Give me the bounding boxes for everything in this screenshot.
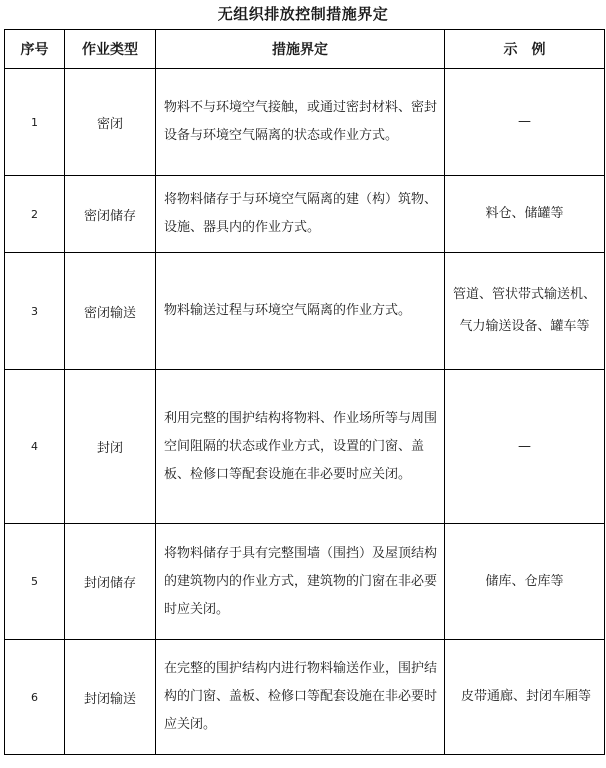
row-type: 密闭 — [65, 69, 156, 176]
row-definition: 物料输送过程与环境空气隔离的作业方式。 — [156, 253, 445, 370]
row-example: — — [445, 69, 605, 176]
row-definition: 在完整的围护结构内进行物料输送作业，围护结构的门窗、盖板、检修口等配套设施在非必要时应关闭。 — [156, 640, 445, 755]
header-example: 示 例 — [445, 30, 605, 69]
row-example: 储库、仓库等 — [445, 524, 605, 640]
row-seq: 4 — [5, 370, 65, 524]
header-type: 作业类型 — [65, 30, 156, 69]
table-row — [5, 176, 605, 253]
row-type: 封闭输送 — [65, 640, 156, 755]
row-definition: 利用完整的围护结构将物料、作业场所等与周围空间阻隔的状态或作业方式，设置的门窗、盖板、检修口等配套设施在非必要时应关闭。 — [156, 370, 445, 524]
row-type: 密闭输送 — [65, 253, 156, 370]
row-example: 料仓、储罐等 — [445, 176, 605, 253]
emission-control-table — [4, 29, 605, 755]
table-row — [5, 69, 605, 176]
row-type: 封闭储存 — [65, 524, 156, 640]
row-seq: 6 — [5, 640, 65, 755]
row-seq: 5 — [5, 524, 65, 640]
row-example — [445, 640, 605, 755]
row-example-text: 皮带通廊、封闭车厢等 — [460, 689, 591, 704]
row-example: — — [445, 370, 605, 524]
row-seq: 1 — [5, 69, 65, 176]
table-row — [5, 640, 605, 755]
header-definition: 措施界定 — [156, 30, 445, 69]
row-type: 密闭储存 — [65, 176, 156, 253]
row-definition: 物料不与环境空气接触，或通过密封材料、密封设备与环境空气隔离的状态或作业方式。 — [156, 69, 445, 176]
document-title: 无组织排放控制措施界定 — [217, 5, 389, 23]
table-header-row — [5, 30, 605, 69]
table-row — [5, 524, 605, 640]
row-seq: 2 — [5, 176, 65, 253]
row-definition: 将物料储存于具有完整围墙（围挡）及屋顶结构的建筑物内的作业方式，建筑物的门窗在非必要时应关闭。 — [156, 524, 445, 640]
header-seq: 序号 — [5, 30, 65, 69]
row-example: 管道、管状带式输送机、气力输送设备、罐车等 — [445, 253, 605, 370]
table-row — [5, 370, 605, 524]
row-type: 封闭 — [65, 370, 156, 524]
row-seq: 3 — [5, 253, 65, 370]
row-definition: 将物料储存于与环境空气隔离的建（构）筑物、设施、器具内的作业方式。 — [156, 176, 445, 253]
table-row — [5, 253, 605, 370]
